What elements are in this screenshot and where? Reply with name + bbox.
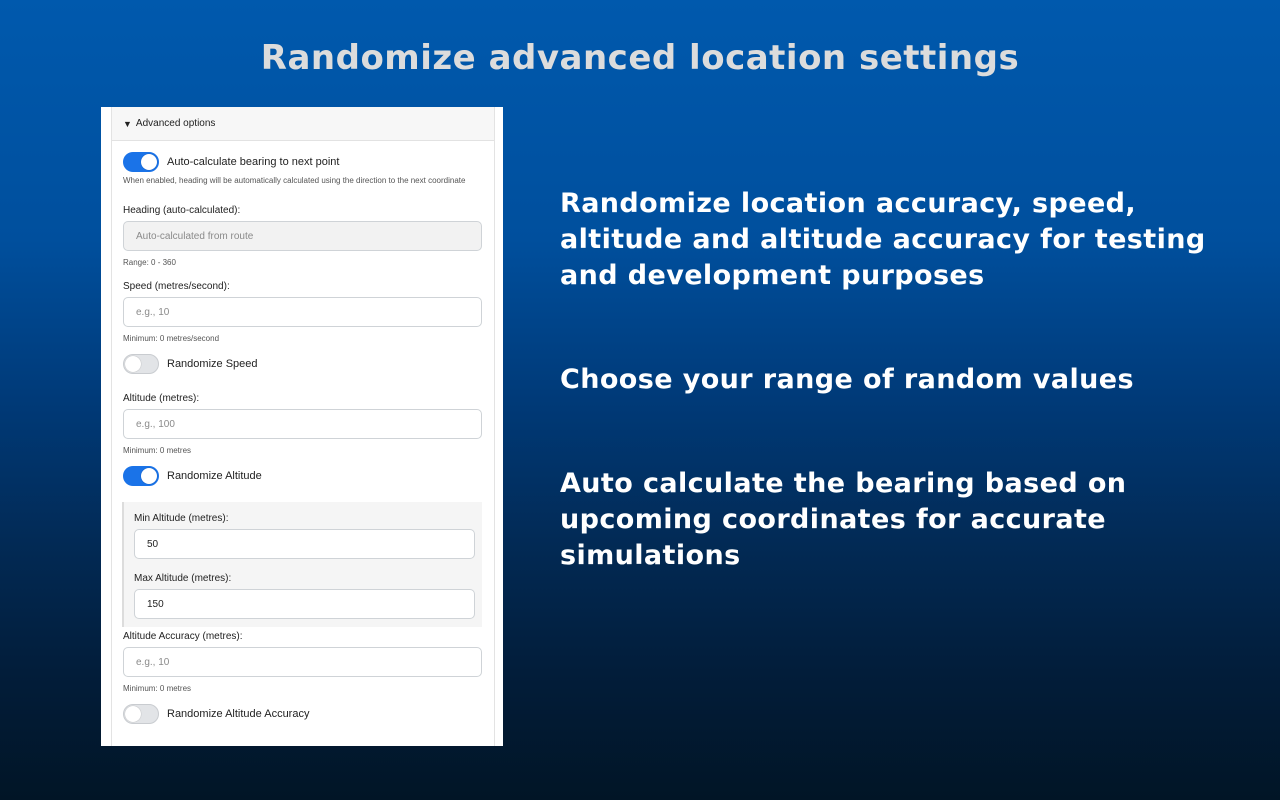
advanced-options-summary[interactable] <box>112 107 494 141</box>
max-altitude-label: Max Altitude (metres): <box>134 573 232 584</box>
advanced-options-label: Advanced options <box>135 118 216 129</box>
page-headline: Randomize advanced location settings <box>260 38 1020 78</box>
altitude-placeholder: e.g., 100 <box>136 418 175 430</box>
randomize-speed-label: Randomize Speed <box>167 358 258 370</box>
auto-bearing-toggle[interactable] <box>123 152 159 172</box>
advanced-options-details <box>111 107 495 746</box>
auto-bearing-label: Auto-calculate bearing to next point <box>167 156 340 168</box>
speed-input[interactable] <box>123 297 482 327</box>
altitude-accuracy-input[interactable] <box>123 647 482 677</box>
randomize-altitude-toggle[interactable] <box>123 466 159 486</box>
speed-placeholder: e.g., 10 <box>136 306 170 318</box>
speed-help: Minimum: 0 metres/second <box>123 334 220 343</box>
toggle-knob <box>141 154 157 170</box>
triangle-down-icon: ▼ <box>123 118 132 129</box>
heading-placeholder: Auto-calculated from route <box>136 230 254 242</box>
toggle-knob <box>125 706 141 722</box>
feature-text-randomize: Randomize location accuracy, speed, altitude and altitude accuracy for testing and development purposes <box>560 188 1206 291</box>
max-altitude-input[interactable] <box>134 589 475 619</box>
randomize-altitude-label: Randomize Altitude <box>167 470 262 482</box>
toggle-knob <box>141 468 157 484</box>
min-altitude-input[interactable] <box>134 529 475 559</box>
altitude-accuracy-help: Minimum: 0 metres <box>123 684 192 693</box>
altitude-range-box <box>122 502 482 627</box>
heading-help: Range: 0 - 360 <box>123 258 176 267</box>
altitude-accuracy-label: Altitude Accuracy (metres): <box>123 631 243 642</box>
randomize-speed-toggle[interactable] <box>123 354 159 374</box>
feature-text-bearing: Auto calculate the bearing based on upcoming coordinates for accurate simulations <box>560 468 1127 571</box>
heading-label: Heading (auto-calculated): <box>123 205 241 216</box>
advanced-options-panel <box>101 107 503 746</box>
altitude-label: Altitude (metres): <box>123 393 200 404</box>
toggle-knob <box>125 356 141 372</box>
speed-label: Speed (metres/second): <box>123 281 230 292</box>
altitude-help: Minimum: 0 metres <box>123 446 192 455</box>
altitude-input[interactable] <box>123 409 482 439</box>
auto-bearing-help: When enabled, heading will be automatically calculated using the direction to the next coordinate <box>123 176 466 185</box>
min-altitude-value: 50 <box>147 538 159 550</box>
randomize-altitude-accuracy-label: Randomize Altitude Accuracy <box>167 708 310 720</box>
heading-input <box>123 221 482 251</box>
altitude-accuracy-placeholder: e.g., 10 <box>136 656 170 668</box>
randomize-altitude-accuracy-toggle[interactable] <box>123 704 159 724</box>
min-altitude-label: Min Altitude (metres): <box>134 513 229 524</box>
max-altitude-value: 150 <box>147 598 164 610</box>
feature-text-range: Choose your range of random values <box>560 364 1134 395</box>
